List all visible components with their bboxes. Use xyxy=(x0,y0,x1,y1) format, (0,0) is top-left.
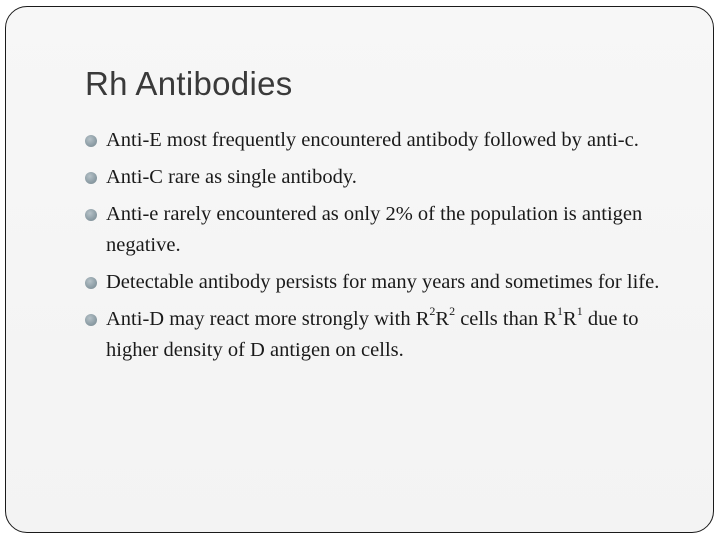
bullet-dot-icon xyxy=(85,135,97,147)
bullet-text: R xyxy=(435,308,450,330)
bullet-text: Anti-e rarely encountered as only 2% of the population is antigen negative. xyxy=(106,203,643,256)
slide-title: Rh Antibodies xyxy=(85,65,293,102)
bullet-item xyxy=(85,125,685,156)
superscript: 2 xyxy=(429,304,436,319)
bullet-dot-icon xyxy=(85,277,97,289)
bullet-text: Anti-E most frequently encountered antibody followed by anti-c. xyxy=(106,129,639,151)
bullet-dot-icon xyxy=(85,172,97,184)
bullet-item xyxy=(85,304,685,366)
bullet-list xyxy=(85,125,685,372)
bullet-text: Anti-C rare as single antibody. xyxy=(106,166,357,188)
bullet-text: cells than R xyxy=(455,308,557,330)
superscript: 1 xyxy=(576,304,583,319)
bullet-dot-icon xyxy=(85,314,97,326)
bullet-item xyxy=(85,162,685,193)
bullet-item xyxy=(85,267,685,298)
slide-frame xyxy=(5,6,714,533)
superscript: 1 xyxy=(557,304,563,319)
bullet-dot-icon xyxy=(85,209,97,221)
bullet-text: Anti-D may react more strongly with R xyxy=(106,308,430,330)
bullet-text: due to higher density of D antigen on cells. xyxy=(106,308,639,361)
bullet-text: Detectable antibody persists for many years and sometimes for life. xyxy=(106,271,660,293)
bullet-text: R xyxy=(563,308,577,330)
superscript: 2 xyxy=(449,304,456,319)
bullet-item xyxy=(85,199,685,261)
